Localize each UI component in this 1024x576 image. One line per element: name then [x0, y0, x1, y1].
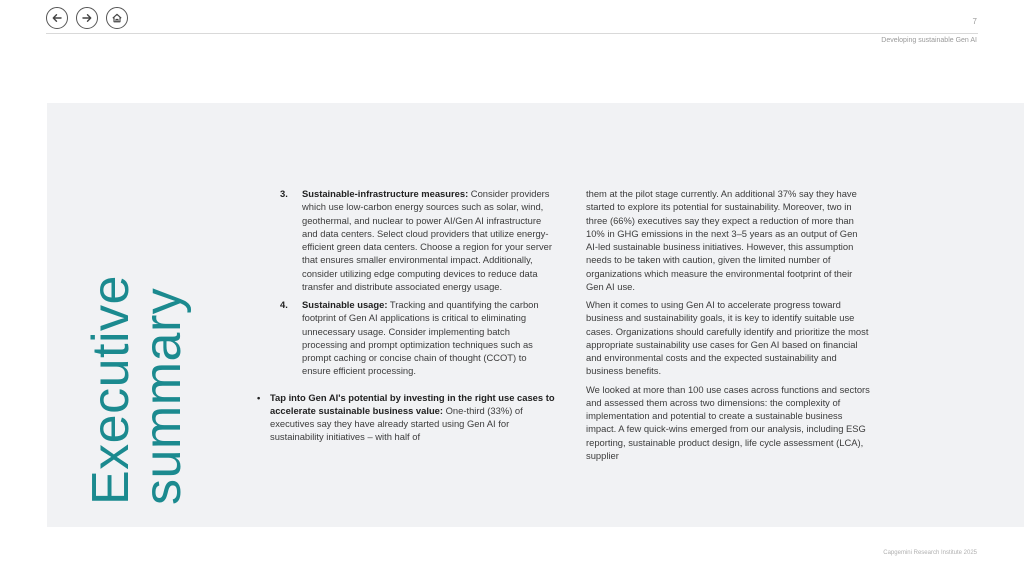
bullet-marker: • [257, 391, 261, 403]
item-heading: Sustainable-infrastructure measures: [302, 188, 469, 199]
navigation-bar [46, 7, 128, 29]
arrow-left-icon [51, 12, 63, 24]
left-column [257, 187, 557, 444]
report-title: Developing sustainable Gen AI [881, 37, 977, 44]
section-title-line-1: Executive [82, 275, 140, 505]
item-text [302, 298, 557, 378]
paragraph: When it comes to using Gen AI to accelerate progress toward business and sustainability goals, it is key to identify suitable use cases. Organizations should carefully identify and prioritize the most appropriate sustainability use cases for Gen AI based on financial and environmental costs and the expected sustainability and business benefits. [586, 299, 869, 377]
bullet-item [257, 391, 557, 444]
forward-button[interactable] [76, 7, 98, 29]
numbered-item [280, 298, 557, 378]
back-button[interactable] [46, 7, 68, 29]
page-number: 7 [972, 17, 977, 26]
paragraph: them at the pilot stage currently. An additional 37% say they have started to explore its potential for sustainability. Moreover, two in three (66%) executives say they expect a reduction of more than 10% in GHG emissions in the next 3–5 years as an output of Gen AI-led sustainable business initiatives. However, this assumption needs to be taken with caution, given the limited number of organizations which measure the environmental footprint of their Gen AI use. [586, 188, 858, 292]
bullet-heading: Tap into Gen AI's potential by investing in the right use cases to accelerate sustainable business value: [270, 391, 555, 416]
item-number: 3. [280, 188, 288, 199]
footer-credit: Capgemini Research Institute 2025 [883, 550, 977, 556]
section-title-line-2: summary [134, 287, 192, 505]
item-heading: Sustainable usage: [302, 299, 388, 310]
item-number: 4. [280, 299, 288, 310]
header-divider [46, 33, 978, 34]
item-body: Tracking and quantifying the carbon footprint of Gen AI applications is critical to eliminating unnecessary usage. Consider implementing batch processing and prompt optimization techniques such as prompt caching or concise chain of thought (CCOT) to ensure efficient processing. [302, 299, 539, 377]
item-text [302, 187, 557, 293]
item-body: Consider providers which use low-carbon energy sources such as solar, wind, geothermal, and nuclear to power AI/Gen AI infrastructure and data centers. Select cloud providers that utilize energy-efficient green data centers. Choose a region for your server that ensures smaller environmental impact. Additionally, consider utilizing edge computing devices to reduce data transfer and distribute associated energy usage. [302, 188, 552, 292]
bullet-body: One-third (33%) of executives say they have already started using Gen AI for sustainability initiatives – with half of [270, 404, 523, 443]
paragraph: We looked at more than 100 use cases across functions and sectors and assessed them across two dimensions: the complexity of implementation and potential to create a sustainable business impact. A few quick-wins emerged from our analysis, including ESG reporting, sustainable product design, life cycle assessment (LCA), supplier [586, 383, 870, 461]
home-button[interactable] [106, 7, 128, 29]
section-title [82, 275, 192, 505]
numbered-item [280, 187, 557, 293]
home-icon [111, 12, 123, 24]
right-column [586, 187, 870, 467]
bullet-text [270, 391, 557, 444]
arrow-right-icon [81, 12, 93, 24]
